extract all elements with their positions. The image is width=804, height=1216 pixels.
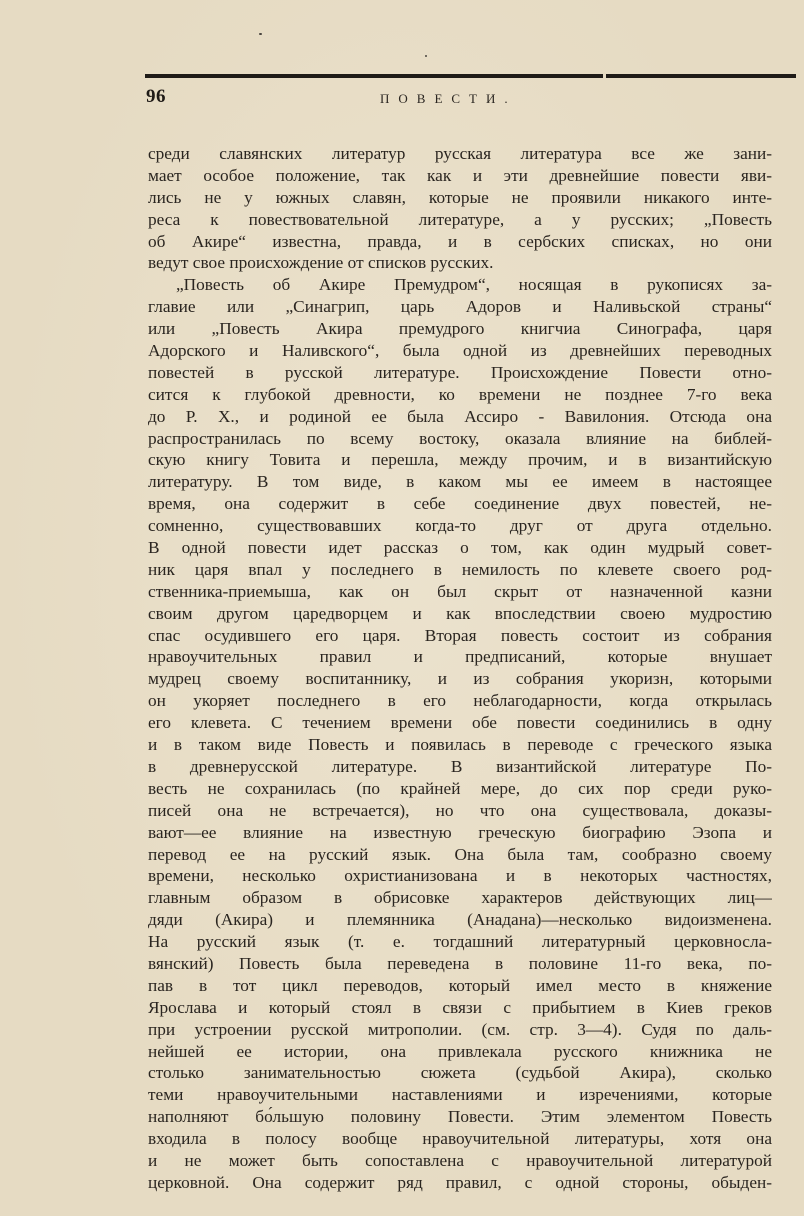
body-text	[148, 143, 772, 1194]
text-line: столько занимательностью сюжета (судьбой Акира), сколько	[148, 1063, 772, 1083]
header-rule-break	[603, 74, 606, 78]
text-line: входила в полосу вообще нравоучительной литературы, хотя она	[148, 1129, 772, 1149]
text-line: среди славянских литератур русская литература все же зани-	[148, 144, 772, 163]
text-line: На русский язык (т. е. тогдашний литературный церковносла-	[148, 932, 772, 952]
text-line: весть не сохранилась (по крайней мере, до сих пор среди руко-	[148, 778, 772, 798]
ink-speck	[425, 55, 427, 57]
text-line: спас осудившего его царя. Вторая повесть состоит из собрания	[148, 625, 772, 645]
text-line: нравоучительных правил и предписаний, которые внушает	[148, 647, 772, 667]
text-line: и в таком виде Повесть и появилась в переводе с греческого языка	[148, 735, 772, 755]
text-line: и не может быть сопоставлена с нравоучительной литературой	[148, 1150, 772, 1170]
text-line: писей она не встречается), но что она существовала, доказы-	[148, 800, 772, 820]
text-line: сомненно, существовавших когда-то друг от друга отдельно.	[148, 516, 772, 536]
text-line: своим другом царедворцем и как впоследствии своею мудростию	[148, 603, 772, 623]
text-line: ственника-приемыша, как он был скрыт от назначенной казни	[148, 581, 772, 601]
ink-speck	[259, 33, 262, 35]
text-line: главным образом в обрисовке характеров действующих лиц—	[148, 888, 772, 908]
text-line: время, она содержит в себе соединение двух повестей, не-	[148, 494, 772, 514]
text-line: времени, несколько охристианизована и в некоторых частностях,	[148, 866, 772, 886]
text-line: перевод ее на русский язык. Она была там, сообразно своему	[148, 844, 772, 864]
text-line: в древнерусской литературе. В византийской литературе По-	[148, 756, 772, 776]
text-line: вают—ее влияние на известную греческую биографию Эзопа и	[148, 822, 772, 842]
text-line: мает особое положение, так как и эти древнейшие повести яви-	[148, 165, 772, 185]
text-line: распространилась по всему востоку, оказала влияние на библей-	[148, 428, 772, 448]
text-line: литературу. В том виде, в каком мы ее имеем в настоящее	[148, 472, 772, 492]
text-line: теми нравоучительными наставлениями и изречениями, которые	[148, 1085, 772, 1105]
text-line: Ярослава и который стоял в связи с прибытием в Киев греков	[148, 997, 772, 1017]
text-line: ведут свое происхождение от списков русских.	[148, 253, 494, 273]
header-rule	[145, 74, 796, 78]
text-line: он укоряет последнего в его неблагодарности, когда открылась	[148, 691, 772, 711]
text-line: при устроении русской митрополии. (см. стр. 3—4). Судя по даль-	[148, 1019, 772, 1039]
text-line: церковной. Она содержит ряд правил, с одной стороны, обыден-	[148, 1172, 772, 1192]
text-line: лись не у южных славян, которые не проявили никакого инте-	[148, 187, 772, 207]
text-line: В одной повести идет рассказ о том, как один мудрый совет-	[148, 538, 772, 558]
text-line: пав в тот цикл переводов, который имел место в княжение	[148, 975, 772, 995]
text-line: вянский) Повесть была переведена в половине 11-го века, по-	[148, 953, 772, 973]
text-line: повестей в русской литературе. Происхождение Повести отно-	[148, 362, 772, 382]
text-line: мудрец своему воспитаннику, и из собрания укоризн, которыми	[148, 669, 772, 689]
text-line: об Акире“ известна, правда, и в сербских списках, но они	[148, 231, 772, 251]
text-line: главие или „Синагрип, царь Адоров и Наливьской страны“	[148, 297, 772, 317]
text-line: реса к повествовательной литературе, а у русских; „Повесть	[148, 209, 772, 229]
text-line: нейшей ее истории, она привлекала русского книжника не	[148, 1041, 772, 1061]
text-line: Адорского и Наливского“, была одной из древнейших переводных	[148, 341, 772, 361]
page-number: 96	[146, 86, 166, 107]
text-line: скую книгу Товита и перешла, между прочим, и в византийскую	[148, 450, 772, 470]
text-line: дяди (Акира) и племянника (Анадана)—несколько видоизменена.	[148, 910, 772, 930]
text-line: наполняют бо́льшую половину Повести. Этим элементом Повесть	[148, 1107, 772, 1127]
running-head: ПОВЕСТИ.	[380, 91, 517, 106]
text-line: сится к глубокой древности, ко времени не позднее 7-го века	[148, 384, 772, 404]
text-line: ник царя впал у последнего в немилость по клевете своего род-	[148, 559, 772, 579]
text-line: его клевета. С течением времени обе повести соединились в одну	[148, 713, 772, 733]
text-line: до Р. Х., и родиной ее была Ассиро - Вавилония. Отсюда она	[148, 406, 772, 426]
paragraph-start-line: „Повесть об Акире Премудром“, носящая в рукописях за-	[176, 275, 772, 295]
text-line: или „Повесть Акира премудрого книгчиа Синографа, царя	[148, 319, 772, 339]
